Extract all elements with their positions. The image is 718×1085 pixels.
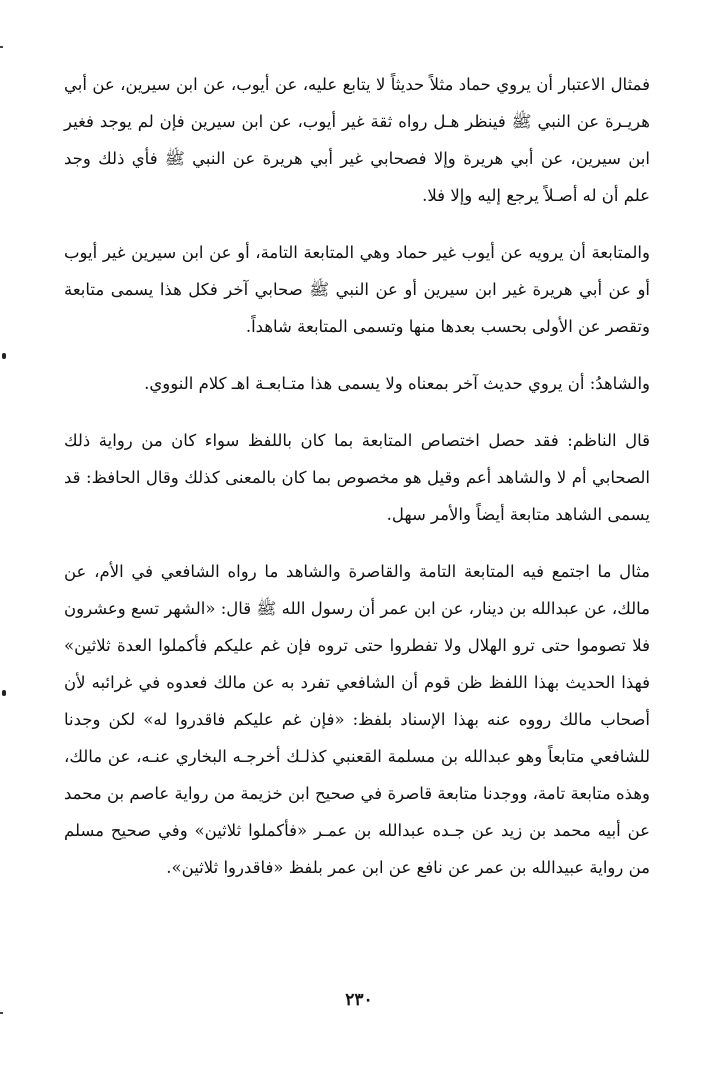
page-number: ٢٣٠	[345, 990, 373, 1010]
paragraph-shahid-definition: والشاهدُ: أن يروي حديث آخر بمعناه ولا يسمى هذا متـابعـة اهـ كلام النووي.	[144, 374, 650, 393]
edge-mark	[2, 690, 6, 696]
body-text	[64, 66, 650, 906]
edge-mark	[2, 353, 6, 359]
paragraph-mutabaa-definition: والمتابعة أن يرويه عن أيوب غير حماد وهي المتابعة التامة، أو عن ابن سيرين غير أيوب أو عن أبي هريرة غير ابن سيرين أو عن النبي ﷺ صحابي آخر فكل هذا يسمى متابعة وتقصر عن الأولى بحسب بعدها منها وتسمى المتابعة شاهداً.	[64, 243, 650, 336]
paragraph-nazim-comment: قال الناظم: فقد حصل اختصاص المتابعة بما كان باللفظ سواء كان من رواية ذلك الصحابي أم لا والشاهد أعم وقيل هو مخصوص بما كان بالمعنى كذلك وقال الحافظ: قد يسمى الشاهد متابعة أيضاً والأمر سهل.	[64, 431, 650, 524]
paragraph-combined-example: مثال ما اجتمع فيه المتابعة التامة والقاصرة والشاهد ما رواه الشافعي في الأم، عن مالك، عن عبدالله بن دينار، عن ابن عمر أن رسول الله ﷺ قال: «الشهر تسع وعشرون فلا تصوموا حتى ترو الهلال ولا تفطروا حتى تروه فإن غم عليكم فأكملوا العدة ثلاثين» فهذا الحديث بهذا اللفظ ظن قوم أن الشافعي تفرد به عن مالك فعدوه في غرائبه لأن أصحاب مالك رووه عنه بهذا الإسناد بلفظ: «فإن غم عليكم فاقدروا له» لكن وجدنا للشافعي متابعاً وهو عبدالله بن مسلمة القعنبي كذلـك أخرجـه البخاري عنـه، عن مالك، وهذه متابعة تامة، ووجدنا متابعة قاصرة في صحيح ابن خزيمة من رواية عاصم بن محمد عن أبيه محمد بن زيد عن جـده عبدالله بن عمـر «فأكملوا ثلاثين» وفي صحيح مسلم من رواية عبيدالله بن عمر عن نافع عن ابن عمر بلفظ «فاقدروا ثلاثين».	[64, 562, 650, 877]
paragraph-itibar-example: فمثال الاعتبار أن يروي حماد مثلاً حديثاً لا يتابع عليه، عن أيوب، عن ابن سيرين، عن أبي هريـرة عن النبي ﷺ فينظر هـل رواه ثقة غير أيوب، عن ابن سيرين فإن لم يوجد فغير ابن سيرين، عن أبي هريرة وإلا فصحابي غير أبي هريرة عن النبي ﷺ فأي ذلك وجد علم أن له أصـلاً يرجع إليه وإلا فلا.	[64, 75, 650, 205]
edge-mark	[0, 46, 3, 48]
edge-mark	[0, 1012, 3, 1014]
